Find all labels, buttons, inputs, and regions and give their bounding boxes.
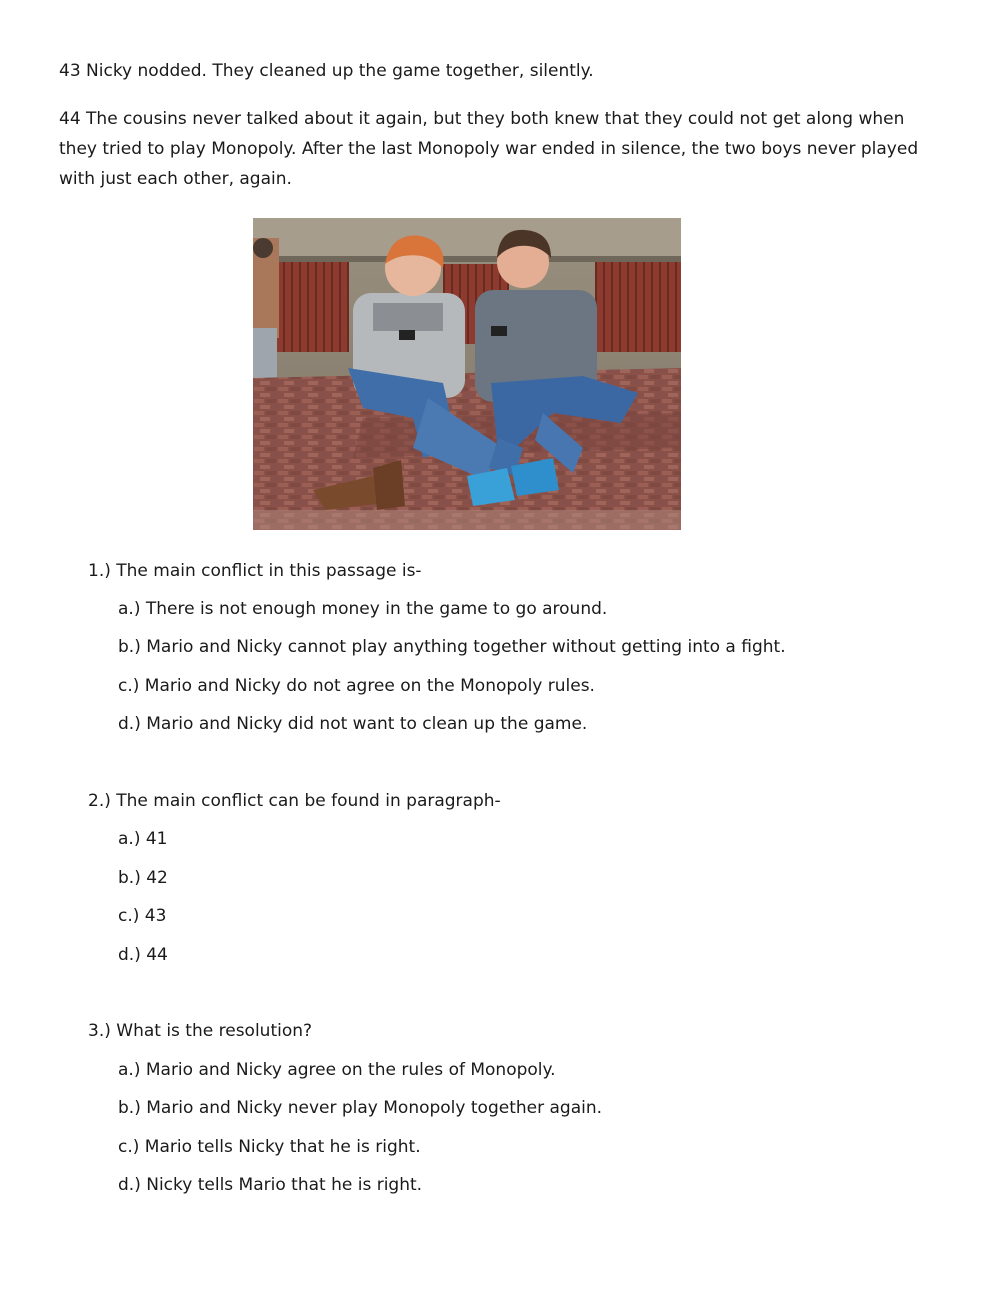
question-2-option-b: b.) 42	[118, 868, 168, 888]
question-3-option-c: c.) Mario tells Nicky that he is right.	[118, 1137, 421, 1157]
question-3-prompt: 3.) What is the resolution?	[88, 1021, 313, 1041]
paragraph-43: 43 Nicky nodded. They cleaned up the game together, silently.	[59, 61, 594, 81]
paragraph-44: 44 The cousins never talked about it again, but they both knew that they could not get along when they tried to play Monopoly. After the last Monopoly war ended in silence, the two boys never played with just each other, again.	[59, 109, 919, 189]
question-2-prompt: 2.) The main conflict can be found in paragraph-	[88, 791, 501, 811]
question-3-option-b: b.) Mario and Nicky never play Monopoly together again.	[118, 1098, 603, 1118]
question-1-prompt: 1.) The main conflict in this passage is-	[88, 561, 422, 581]
question-2-option-d: d.) 44	[118, 945, 168, 965]
question-2-option-a: a.) 41	[118, 829, 168, 849]
question-2-option-c: c.) 43	[118, 906, 167, 926]
question-1-option-a: a.) There is not enough money in the game to go around.	[118, 599, 608, 619]
question-3-option-d: d.) Nicky tells Mario that he is right.	[118, 1175, 423, 1195]
photo-two-boys-on-phones	[253, 218, 681, 530]
question-1-option-c: c.) Mario and Nicky do not agree on the Monopoly rules.	[118, 676, 595, 696]
question-3-option-a: a.) Mario and Nicky agree on the rules of Monopoly.	[118, 1060, 556, 1080]
question-1-option-d: d.) Mario and Nicky did not want to clean up the game.	[118, 714, 588, 734]
question-1-option-b: b.) Mario and Nicky cannot play anything together without getting into a fight.	[118, 637, 786, 657]
